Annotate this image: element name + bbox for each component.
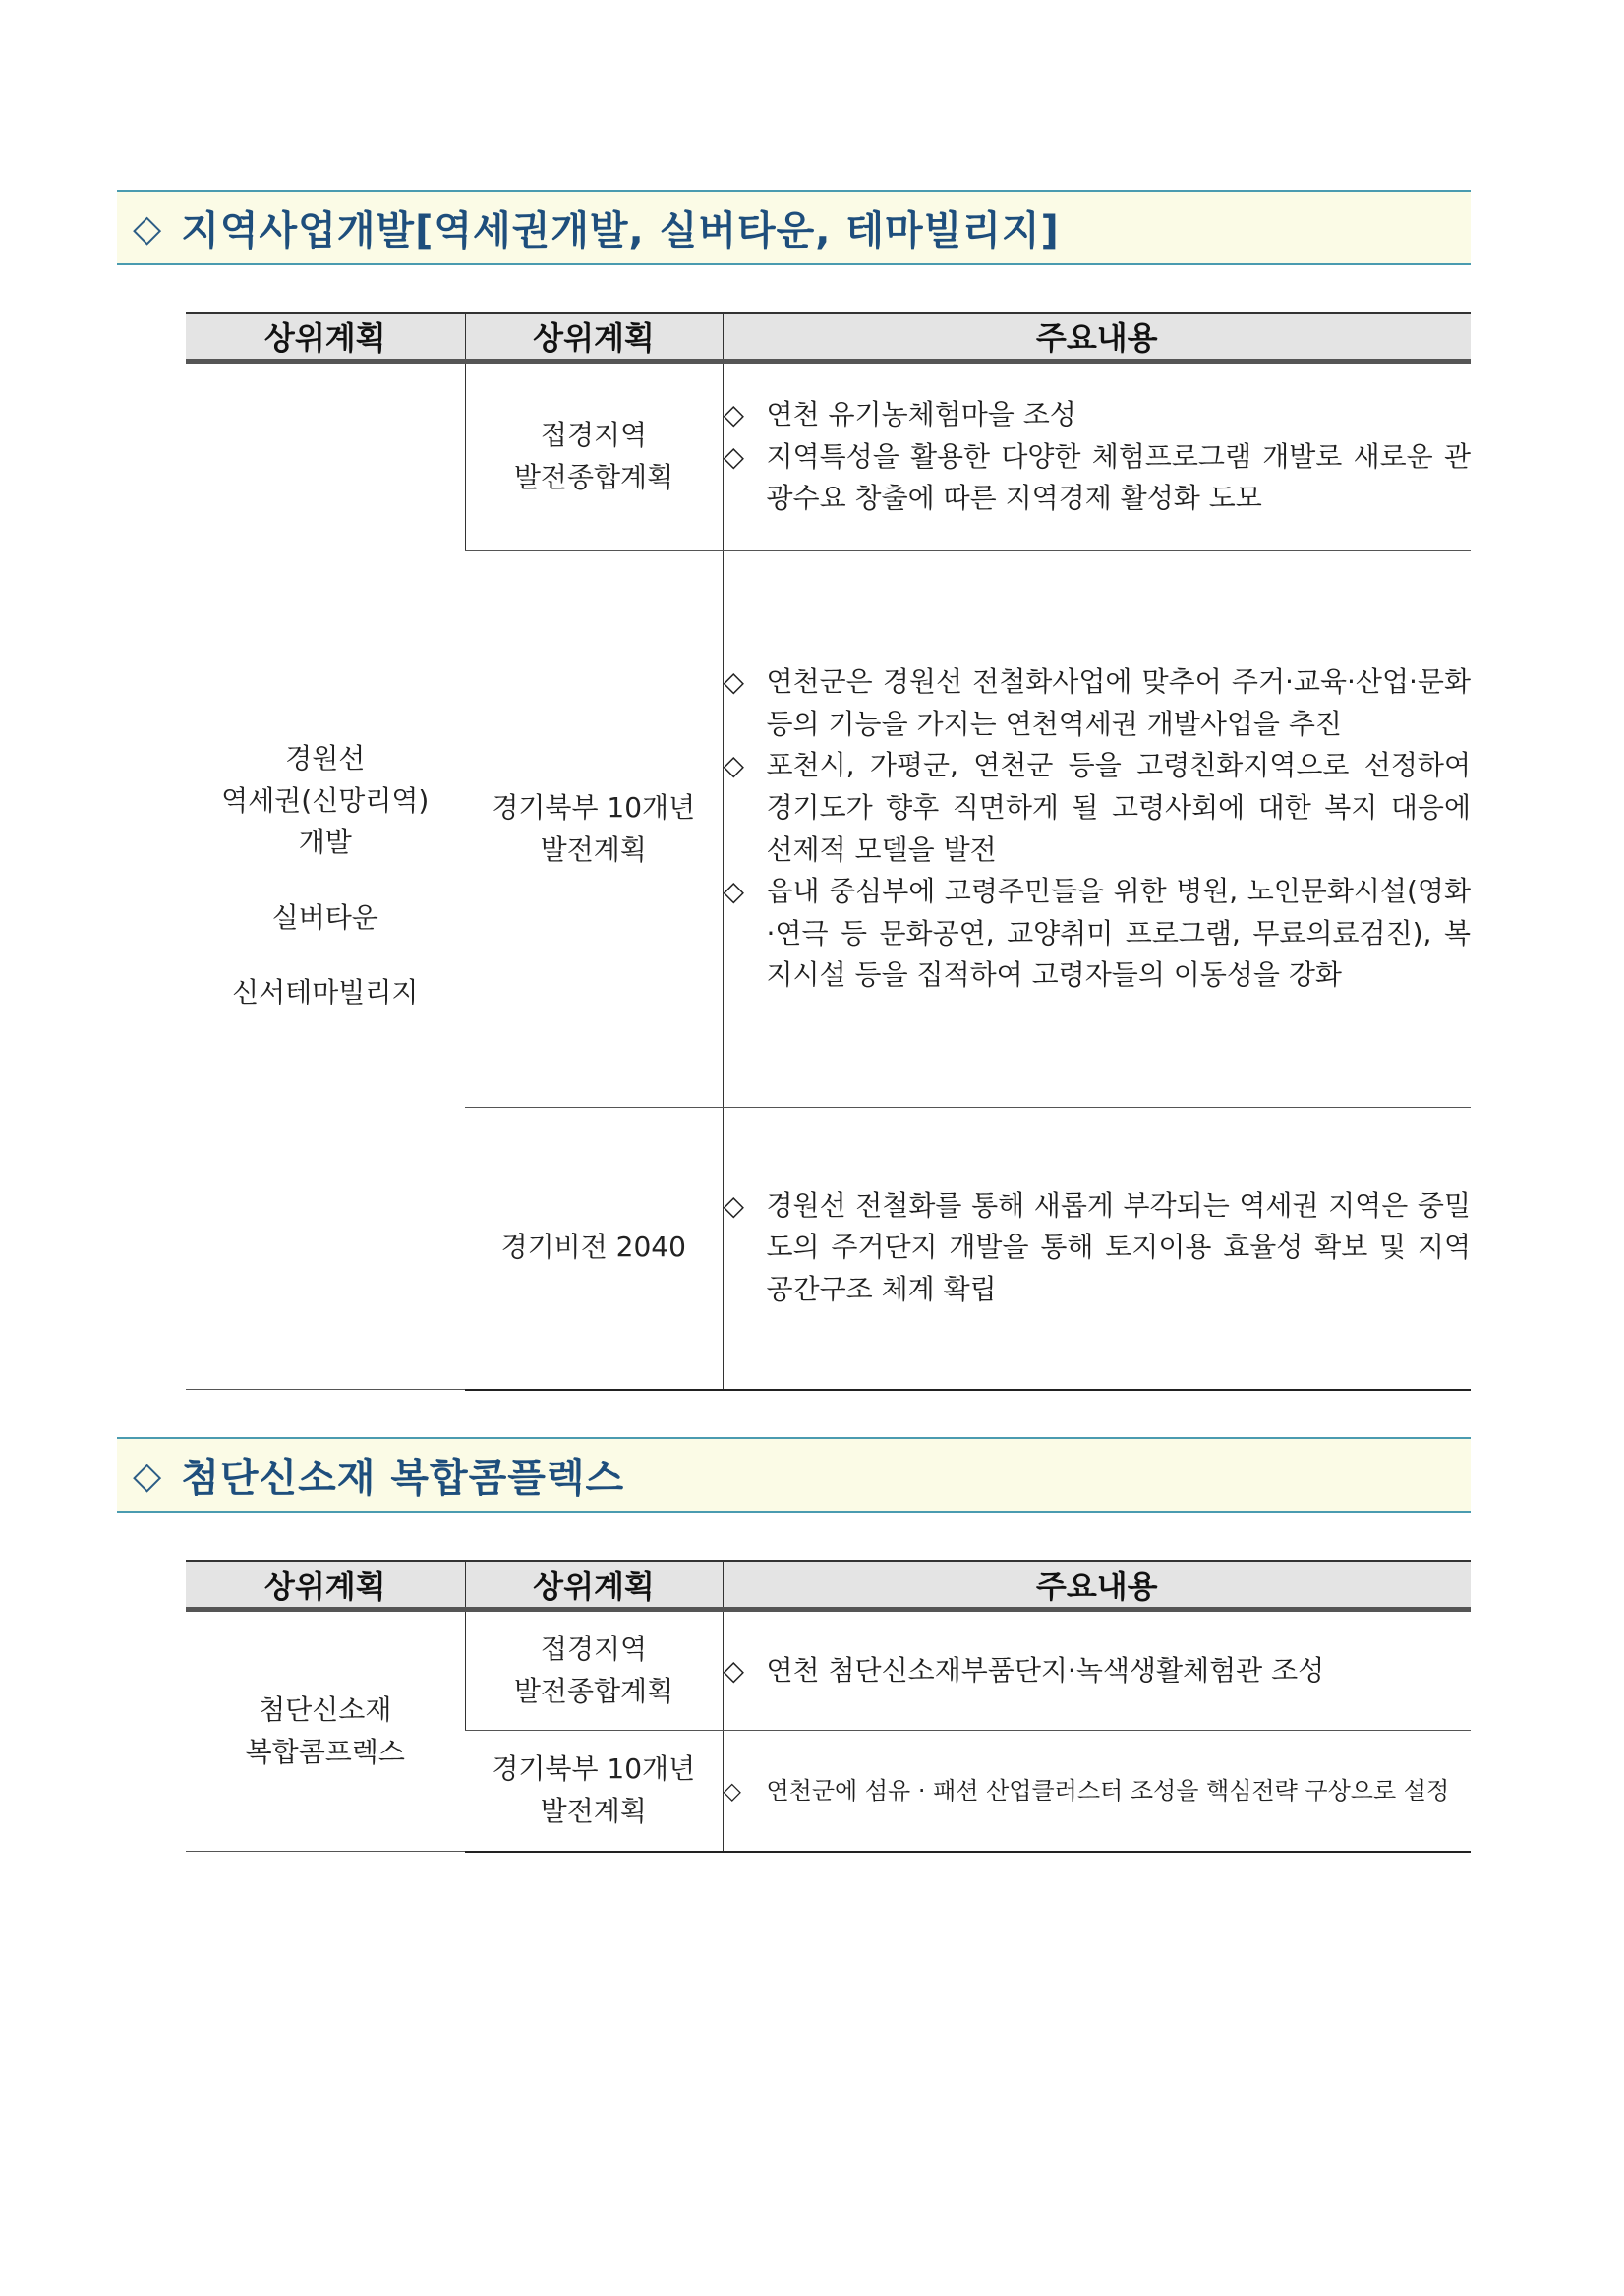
content-cell [723, 1731, 1471, 1852]
category-line: 복합콤프렉스 [245, 1735, 405, 1768]
plan-name-line: 경기비전 2040 [500, 1231, 686, 1264]
plan-name-line: 발전종합계획 [513, 1675, 674, 1707]
table-header-row [186, 313, 1471, 362]
header-main-content: 주요내용 [723, 1561, 1471, 1610]
header-upper-plan: 상위계획 [186, 1561, 465, 1610]
category-line: 첨단신소재 [259, 1693, 392, 1726]
diamond-bullet-icon: ◇ [723, 665, 745, 699]
diamond-bullet-icon: ◇ [723, 398, 745, 431]
content-bullet [724, 1650, 1472, 1693]
content-bullet [724, 1185, 1472, 1311]
section-title-text: 첨단신소재 복합콤플렉스 [181, 1456, 625, 1501]
content-cell [723, 362, 1471, 551]
header-upper-plan: 상위계획 [465, 313, 723, 362]
bullet-text: 포천시, 가평군, 연천군 등을 고령친화지역으로 선정하여 경기도가 향후 직면하게 될 고령사회에 대한 복지 대응에 선제적 모델을 발전 [766, 749, 1471, 866]
content-bullet [724, 436, 1472, 520]
header-upper-plan: 상위계획 [465, 1561, 723, 1610]
diamond-icon: ◇ [133, 1453, 162, 1497]
bullet-text: 읍내 중심부에 고령주민들을 위한 병원, 노인문화시설(영화·연극 등 문화공연, 교양취미 프로그램, 무료의료검진), 복지시설 등을 집적하여 고령자들의 이동성을 강화 [766, 875, 1471, 992]
content-bullet [724, 661, 1472, 745]
plan-table-advanced-materials [186, 1560, 1471, 1853]
table-row [186, 1610, 1471, 1731]
category-line: 개발 [298, 826, 352, 859]
section-title-advanced-materials [117, 1437, 1471, 1513]
plan-name-line: 발전종합계획 [513, 461, 674, 493]
content-bullet [724, 394, 1472, 436]
bullet-text: 경원선 전철화를 통해 새롭게 부각되는 역세권 지역은 중밀도의 주거단지 개발을 통해 토지이용 효율성 확보 및 지역공간구조 체계 확립 [766, 1188, 1471, 1306]
plan-table-regional-development [186, 312, 1471, 1391]
bullet-text: 연천군에 섬유 · 패션 산업클러스터 조성을 핵심전략 구상으로 설정 [766, 1776, 1450, 1805]
plan-name-line: 발전계획 [540, 1794, 647, 1827]
diamond-bullet-icon: ◇ [723, 1188, 745, 1222]
content-bullet [724, 745, 1472, 871]
plan-name-line: 접경지역 [540, 1633, 648, 1666]
diamond-bullet-icon: ◇ [723, 875, 745, 908]
category-line: 역세권(신망리역) [221, 783, 430, 817]
content-cell [723, 1108, 1471, 1390]
diamond-bullet-icon: ◇ [723, 1776, 741, 1805]
diamond-bullet-icon: ◇ [723, 439, 745, 473]
diamond-bullet-icon: ◇ [723, 749, 745, 782]
category-line: 실버타운 [271, 900, 378, 934]
plan-name-line: 경기북부 10개년 [492, 1752, 696, 1786]
section-title-regional-development [117, 190, 1471, 265]
plan-name-line: 발전계획 [540, 832, 647, 866]
bullet-text: 연천 첨단신소재부품단지·녹색생활체험관 조성 [766, 1653, 1325, 1687]
content-bullet [724, 1773, 1472, 1808]
plan-name-cell [465, 551, 723, 1108]
content-cell [723, 1610, 1471, 1731]
plan-name-cell [465, 362, 723, 551]
table-row [186, 362, 1471, 551]
category-cell [186, 362, 465, 1390]
plan-name-cell [465, 1108, 723, 1390]
table-header-row [186, 1561, 1471, 1610]
content-cell [723, 551, 1471, 1108]
plan-name-line: 접경지역 [540, 419, 648, 452]
content-bullet [724, 871, 1472, 997]
header-upper-plan: 상위계획 [186, 313, 465, 362]
bullet-text: 지역특성을 활용한 다양한 체험프로그램 개발로 새로운 관광수요 창출에 따른 지역경제 활성화 도모 [766, 439, 1471, 515]
bullet-text: 연천군은 경원선 전철화사업에 맞추어 주거·교육·산업·문화 등의 기능을 가지는 연천역세권 개발사업을 추진 [766, 665, 1471, 740]
diamond-bullet-icon: ◇ [723, 1653, 745, 1687]
plan-name-line: 경기북부 10개년 [492, 790, 696, 824]
section-title-text: 지역사업개발[역세권개발, 실버타운, 테마빌리지] [181, 208, 1060, 254]
bullet-text: 연천 유기농체험마을 조성 [766, 398, 1076, 431]
plan-name-cell [465, 1731, 723, 1852]
category-line: 경원선 [285, 742, 366, 775]
plan-name-cell [465, 1610, 723, 1731]
category-line: 신서테마빌리지 [232, 976, 419, 1009]
header-main-content: 주요내용 [723, 313, 1471, 362]
diamond-icon: ◇ [133, 205, 162, 250]
category-cell [186, 1610, 465, 1852]
